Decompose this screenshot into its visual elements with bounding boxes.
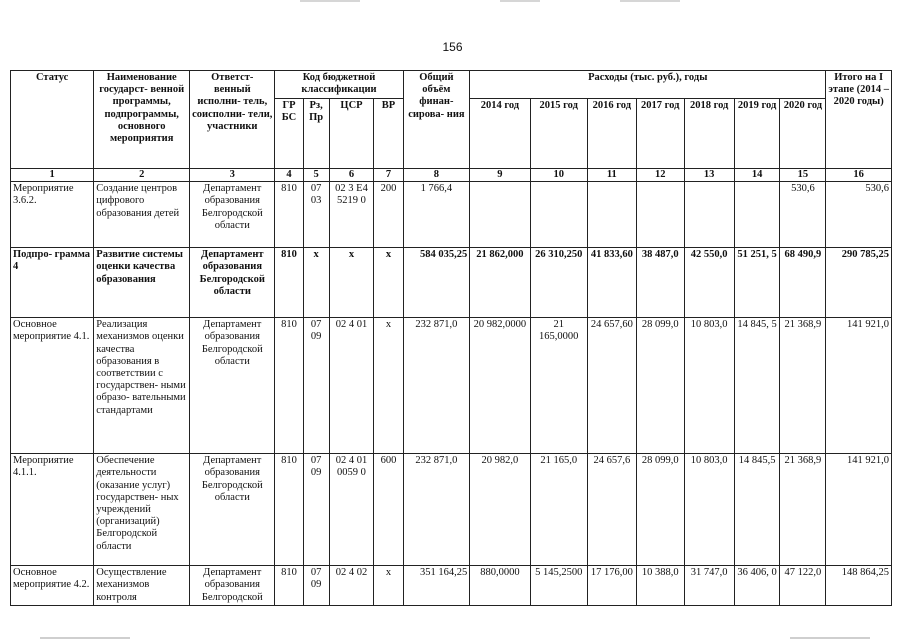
- row-y2015: 5 145,2500: [530, 566, 587, 606]
- row-y2016: [587, 182, 636, 248]
- header-grbs: ГР БС: [275, 99, 303, 169]
- page-number: 156: [442, 40, 463, 54]
- row-vr: 600: [374, 454, 403, 566]
- row-y2019: 14 845, 5: [734, 318, 780, 454]
- budget-table: [10, 70, 892, 606]
- row-total: 1 766,4: [403, 182, 470, 248]
- row-y2014: 20 982,0: [470, 454, 530, 566]
- row-y2014: [470, 182, 530, 248]
- row-rzpr: 07 09: [303, 566, 329, 606]
- row-y2020: 21 368,9: [780, 454, 826, 566]
- header-year-2017: 2017 год: [636, 99, 684, 169]
- row-vr: x: [374, 318, 403, 454]
- column-number: 15: [780, 169, 826, 182]
- header-year-2016: 2016 год: [587, 99, 636, 169]
- row-responsible: Департамент образования Белгородской области: [190, 182, 275, 248]
- row-grbs: 810: [275, 248, 303, 318]
- column-number: 16: [826, 169, 892, 182]
- row-y2018: 31 747,0: [684, 566, 734, 606]
- header-budget-code: Код бюджетной классификации: [275, 71, 403, 99]
- row-csr: 02 4 01 0059 0: [329, 454, 374, 566]
- column-number: 12: [636, 169, 684, 182]
- header-stage-total: Итого на I этапе (2014 – 2020 годы): [826, 71, 892, 169]
- row-y2016: 24 657,6: [587, 454, 636, 566]
- row-y2020: 21 368,9: [780, 318, 826, 454]
- header-responsible: Ответст- венный исполни- тель, соисполни- тели, участники: [190, 71, 275, 169]
- row-responsible: Департамент образования Белгородской области: [190, 454, 275, 566]
- column-number: 8: [403, 169, 470, 182]
- scan-artifact-bottom: [790, 637, 870, 639]
- row-rzpr: x: [303, 248, 329, 318]
- row-y2019: 14 845,5: [734, 454, 780, 566]
- row-responsible: Департамент образования Белгородской области: [190, 248, 275, 318]
- row-status: Мероприятие 3.6.2.: [11, 182, 94, 248]
- row-name: Развитие системы оценки качества образования: [94, 248, 190, 318]
- row-status: Мероприятие 4.1.1.: [11, 454, 94, 566]
- row-y2017: 38 487,0: [636, 248, 684, 318]
- header-status: Статус: [11, 71, 94, 169]
- column-number: 7: [374, 169, 403, 182]
- row-csr: 02 3 E4 5219 0: [329, 182, 374, 248]
- row-name: Реализация механизмов оценки качества образования в соответствии с государствен- ными образо- вательными стандартами: [94, 318, 190, 454]
- table-row: [11, 454, 892, 566]
- header-year-2019: 2019 год: [734, 99, 780, 169]
- row-stage-total: 530,6: [826, 182, 892, 248]
- header-rzpr: Рз, Пр: [303, 99, 329, 169]
- row-stage-total: 290 785,25: [826, 248, 892, 318]
- row-y2017: 28 099,0: [636, 318, 684, 454]
- column-number-row: [11, 169, 892, 182]
- row-vr: x: [374, 248, 403, 318]
- row-csr: 02 4 02: [329, 566, 374, 606]
- header-name: Наименование государст- венной программы, подпрограммы, основного мероприятия: [94, 71, 190, 169]
- header-expenses: Расходы (тыс. руб.), годы: [470, 71, 826, 99]
- row-y2014: 20 982,0000: [470, 318, 530, 454]
- table-row: [11, 182, 892, 248]
- table-row: [11, 248, 892, 318]
- column-number: 13: [684, 169, 734, 182]
- header-year-2015: 2015 год: [530, 99, 587, 169]
- table-row: [11, 566, 892, 606]
- row-grbs: 810: [275, 318, 303, 454]
- row-y2014: 880,0000: [470, 566, 530, 606]
- column-number: 9: [470, 169, 530, 182]
- scan-artifact-top: [300, 0, 360, 2]
- scan-artifact-bottom: [40, 637, 130, 639]
- column-number: 1: [11, 169, 94, 182]
- row-y2017: [636, 182, 684, 248]
- row-grbs: 810: [275, 454, 303, 566]
- column-number: 6: [329, 169, 374, 182]
- column-number: 5: [303, 169, 329, 182]
- row-total: 351 164,25: [403, 566, 470, 606]
- row-stage-total: 141 921,0: [826, 318, 892, 454]
- row-y2015: 21 165,0: [530, 454, 587, 566]
- column-number: 2: [94, 169, 190, 182]
- header-year-2014: 2014 год: [470, 99, 530, 169]
- scan-artifact-top: [500, 0, 540, 2]
- row-y2019: 36 406, 0: [734, 566, 780, 606]
- row-y2014: 21 862,000: [470, 248, 530, 318]
- header-vr: ВР: [374, 99, 403, 169]
- row-name: Осуществление механизмов контроля: [94, 566, 190, 606]
- column-number: 14: [734, 169, 780, 182]
- row-y2017: 10 388,0: [636, 566, 684, 606]
- row-responsible: Департамент образования Белгородской: [190, 566, 275, 606]
- row-rzpr: 07 09: [303, 454, 329, 566]
- row-y2018: 42 550,0: [684, 248, 734, 318]
- column-number: 3: [190, 169, 275, 182]
- row-total: 584 035,25: [403, 248, 470, 318]
- row-stage-total: 148 864,25: [826, 566, 892, 606]
- table-row: [11, 318, 892, 454]
- row-y2018: 10 803,0: [684, 318, 734, 454]
- row-total: 232 871,0: [403, 454, 470, 566]
- row-grbs: 810: [275, 182, 303, 248]
- row-y2020: 47 122,0: [780, 566, 826, 606]
- row-y2016: 24 657,60: [587, 318, 636, 454]
- header-csr: ЦСР: [329, 99, 374, 169]
- row-vr: x: [374, 566, 403, 606]
- header-total-volume: Общий объём финан- сирова- ния: [403, 71, 470, 169]
- row-status: Основное мероприятие 4.1.: [11, 318, 94, 454]
- row-y2016: 17 176,00: [587, 566, 636, 606]
- column-number: 4: [275, 169, 303, 182]
- column-number: 11: [587, 169, 636, 182]
- column-number: 10: [530, 169, 587, 182]
- row-name: Создание центров цифрового образования детей: [94, 182, 190, 248]
- row-y2015: 21 165,0000: [530, 318, 587, 454]
- row-y2015: 26 310,250: [530, 248, 587, 318]
- row-rzpr: 07 03: [303, 182, 329, 248]
- row-name: Обеспечение деятельности (оказание услуг) государствен- ных учреждений (организаций) Белгородской области: [94, 454, 190, 566]
- row-total: 232 871,0: [403, 318, 470, 454]
- row-y2018: 10 803,0: [684, 454, 734, 566]
- row-grbs: 810: [275, 566, 303, 606]
- row-csr: 02 4 01: [329, 318, 374, 454]
- row-stage-total: 141 921,0: [826, 454, 892, 566]
- row-y2020: 68 490,9: [780, 248, 826, 318]
- row-y2020: 530,6: [780, 182, 826, 248]
- row-status: Подпро- грамма 4: [11, 248, 94, 318]
- row-responsible: Департамент образования Белгородской области: [190, 318, 275, 454]
- row-vr: 200: [374, 182, 403, 248]
- row-status: Основное мероприятие 4.2.: [11, 566, 94, 606]
- row-y2015: [530, 182, 587, 248]
- row-rzpr: 07 09: [303, 318, 329, 454]
- row-y2019: [734, 182, 780, 248]
- row-y2016: 41 833,60: [587, 248, 636, 318]
- row-y2017: 28 099,0: [636, 454, 684, 566]
- scan-artifact-top: [620, 0, 680, 2]
- header-year-2020: 2020 год: [780, 99, 826, 169]
- row-y2019: 51 251, 5: [734, 248, 780, 318]
- header-year-2018: 2018 год: [684, 99, 734, 169]
- row-csr: x: [329, 248, 374, 318]
- row-y2018: [684, 182, 734, 248]
